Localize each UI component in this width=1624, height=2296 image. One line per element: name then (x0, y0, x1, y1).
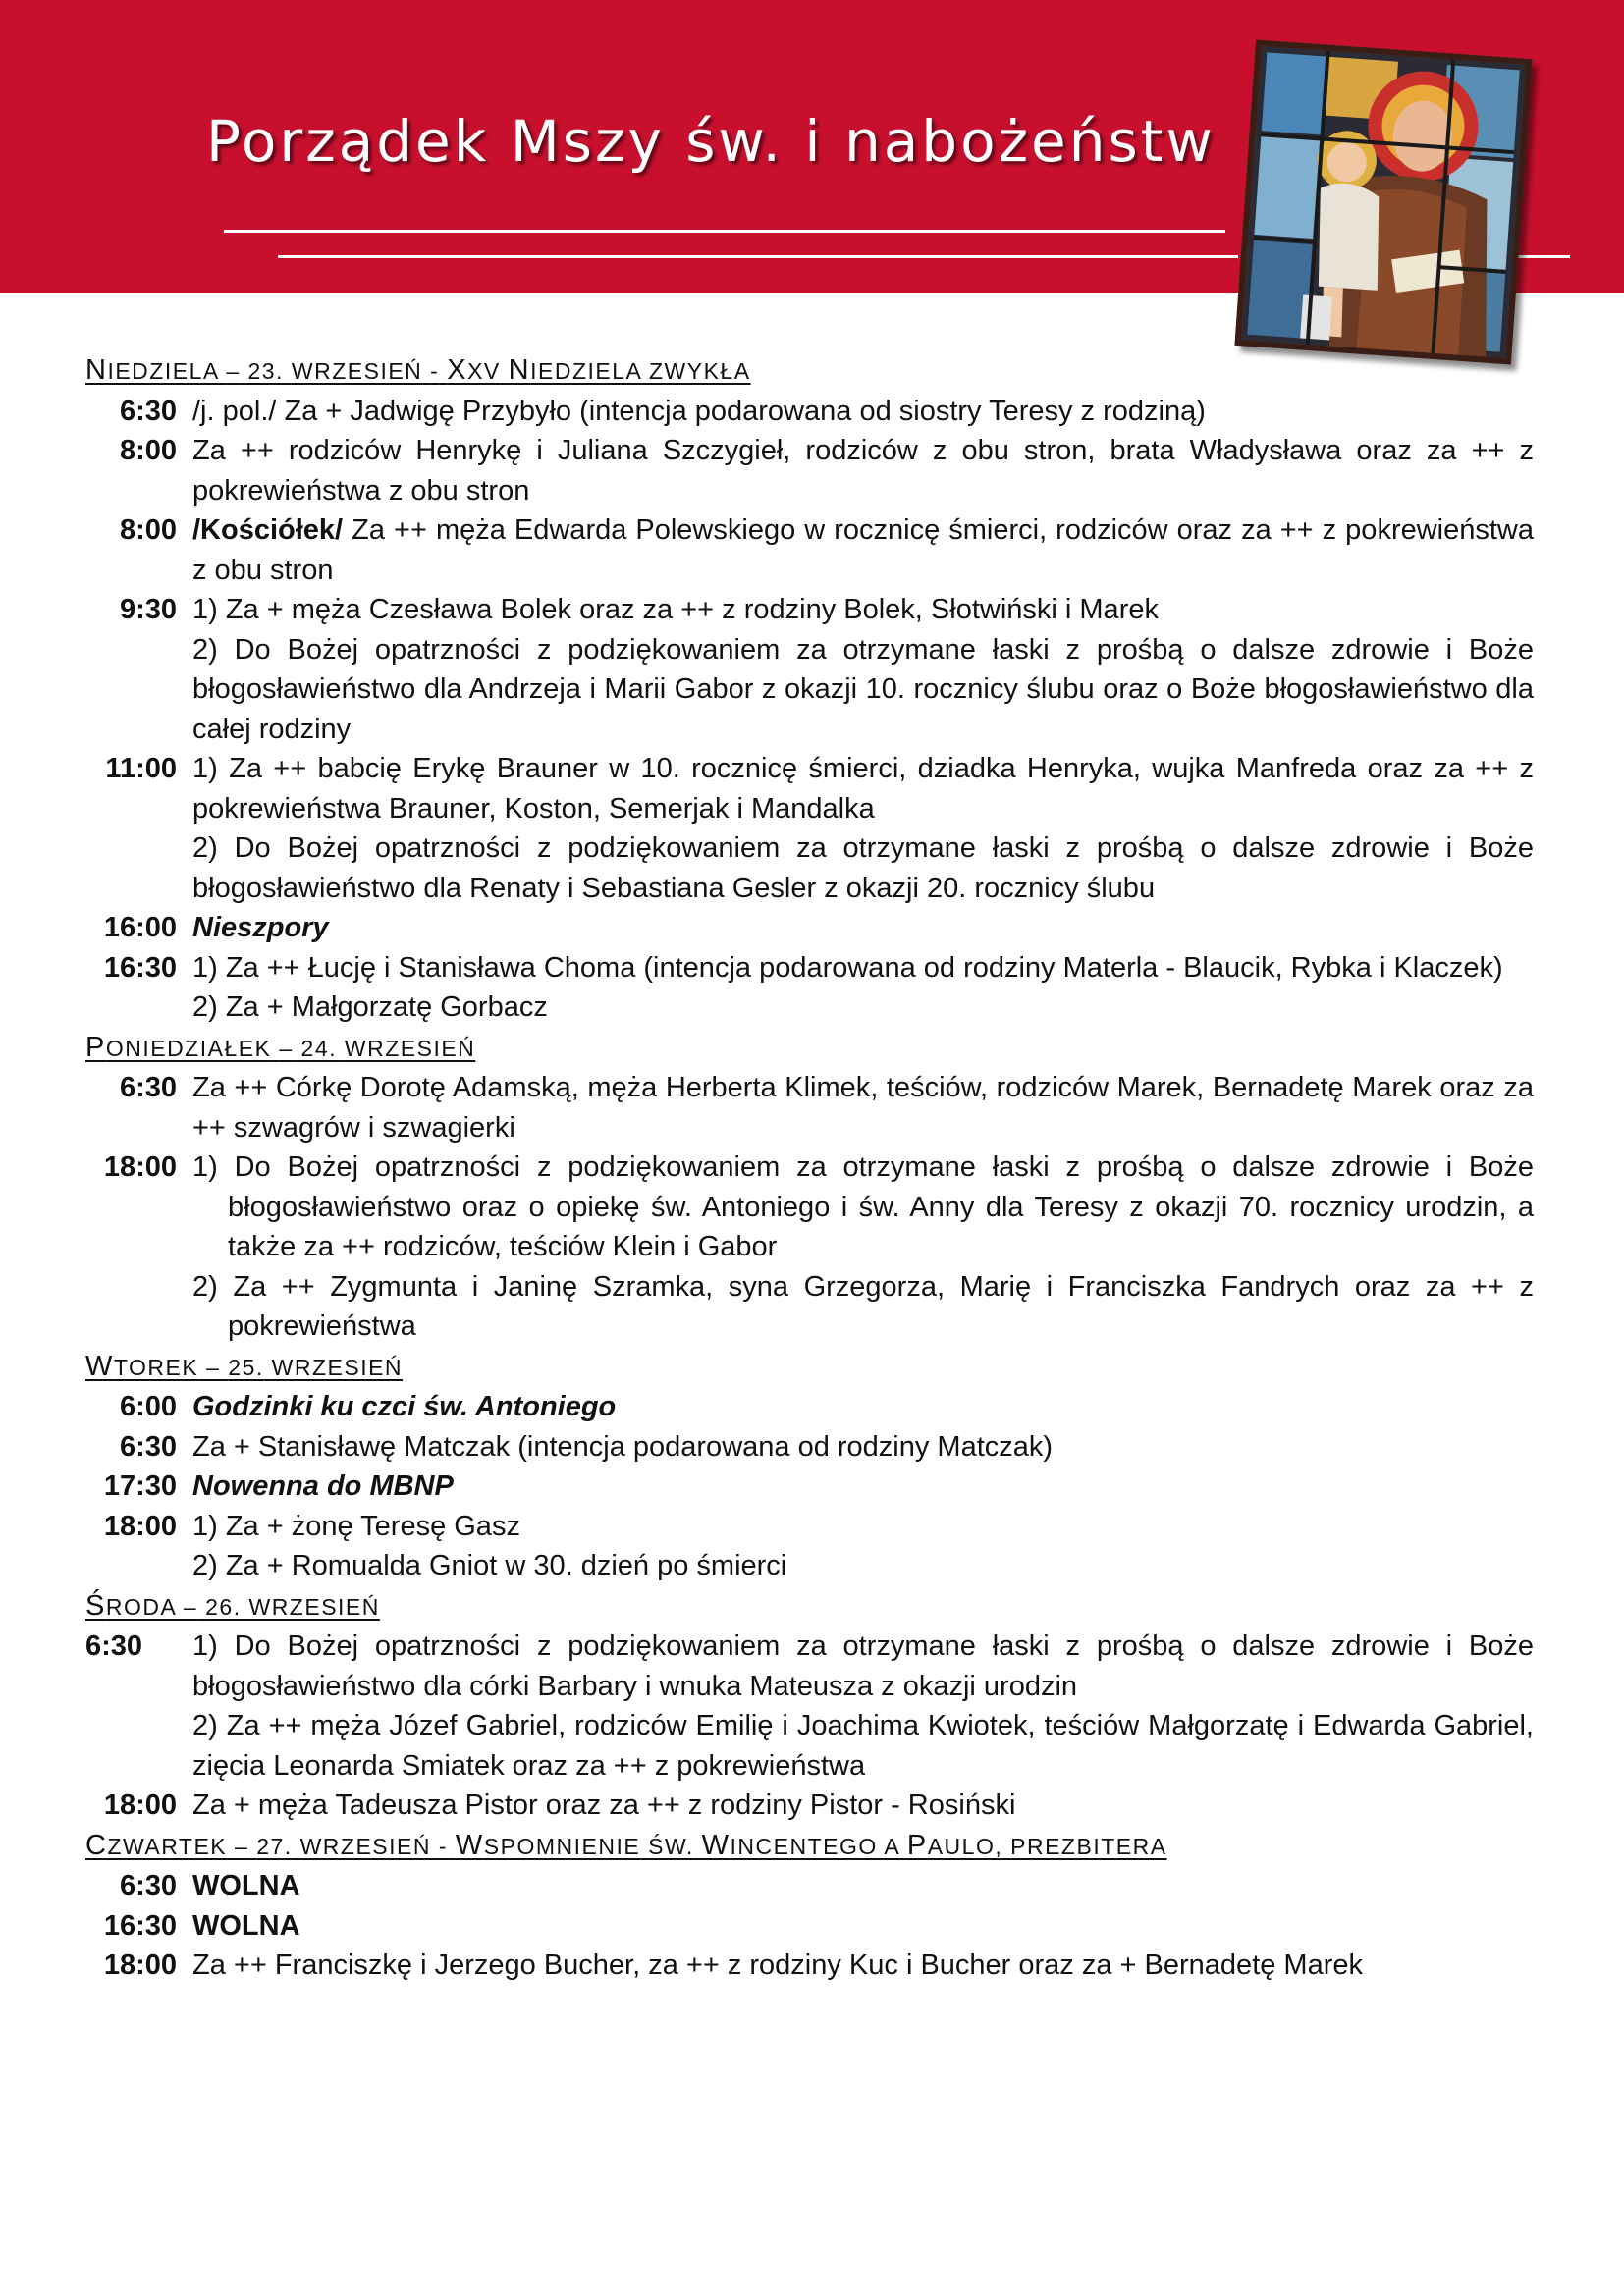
intention-item: 1) Do Bożej opatrzności z podziękowaniem za otrzymane łaski z prośbą o dalsze zdrowie i Boże błogosławieństwo oraz o opiekę św. Antoniego i św. Anny dla Teresy z okazji 70. rocznicy urodzin, a także za ++ rodziców, teściów Klein i Gabor (192, 1151, 1534, 1262)
mass-entry (85, 1627, 1534, 1786)
mass-time: 16:30 (103, 951, 177, 984)
mass-time: 18:00 (103, 1949, 177, 1981)
mass-entry (85, 1427, 1534, 1468)
mass-time: 18:00 (103, 1510, 177, 1542)
mass-status: WOLNA (192, 1870, 300, 1901)
mass-intention (177, 1148, 1534, 1347)
mass-entry (85, 1148, 1534, 1347)
intention-item: 1) Za ++ babcię Erykę Brauner w 10. rocznicę śmierci, dziadka Henryka, wujka Manfreda oraz za ++ z pokrewieństwa Brauner, Koston, Semerjak i Mandalka (192, 753, 1534, 825)
location-label: /Kościółek/ (192, 514, 344, 546)
intention-item: 2) Do Bożej opatrzności z podziękowaniem za otrzymane łaski z prośbą o dalsze zdrowie i Boże błogosławieństwo dla Andrzeja i Marii Gabor z okazji 10. rocznicy ślubu oraz o Boże błogosławieństwo dla całej rodziny (192, 633, 1534, 745)
mass-schedule (85, 350, 1534, 1986)
mass-time: 16:00 (103, 912, 177, 943)
mass-intention: Za + Stanisławę Matczak (intencja podarowana od rodziny Matczak) (192, 1430, 1054, 1463)
mass-time: 11:00 (105, 753, 177, 784)
mass-entry (85, 1946, 1534, 1986)
mass-intention: Za ++ Córkę Dorotę Adamską, męża Herberta Klimek, teściów, rodziców Marek, Bernadetę Marek oraz za ++ szwagrów i szwagierki (192, 1072, 1534, 1144)
intention-item: 2) Za ++ męża Józef Gabriel, rodziców Emilię i Joachima Kwiotek, teściów Małgorzatę i Edwarda Gabriel, zięcia Leonarda Smiatek oraz za ++ z pokrewieństwa (192, 1710, 1534, 1782)
intention-item: 1) Za + żonę Teresę Gasz (192, 1510, 520, 1542)
intention-item: 2) Do Bożej opatrzności z podziękowaniem za otrzymane łaski z prośbą o dalsze zdrowie i Boże błogosławieństwo dla Renaty i Sebastiana Gesler z okazji 20. rocznicy ślubu (192, 832, 1534, 904)
page-title: Porządek Mszy św. i nabożeństw (206, 108, 1216, 175)
header-rule (224, 230, 1225, 233)
mass-intention: /Kościółek/ Za ++ męża Edwarda Polewskiego w rocznicę śmierci, rodziców oraz za ++ z pokrewieństwa z obu stron (192, 514, 1534, 586)
intention-item: 1) Za ++ Łucję i Stanisława Choma (intencja podarowana od rodziny Materla - Blaucik, Rybka i Klaczek) (192, 951, 1503, 984)
day-heading: CZWARTEK – 27. WRZESIEŃ - WSPOMNIENIE ŚW. WINCENTEGO A PAULO, PREZBITERA (85, 1829, 1167, 1861)
mass-entry (85, 948, 1534, 1028)
mass-time: 6:30 (119, 395, 177, 427)
mass-entry (85, 392, 1534, 432)
mass-entry (85, 431, 1534, 510)
mass-entry (85, 1387, 1534, 1427)
mass-entry (85, 1866, 1534, 1906)
mass-time: 18:00 (103, 1789, 177, 1821)
mass-intention (177, 1507, 1534, 1586)
intention-item: 2) Za ++ Zygmunta i Janinę Szramka, syna Grzegorza, Marię i Franciszka Fandrych oraz za ++ z pokrewieństwa (192, 1270, 1534, 1342)
mass-intention: Za + męża Tadeusza Pistor oraz za ++ z rodziny Pistor - Rosiński (192, 1789, 1016, 1821)
mass-entry (85, 1507, 1534, 1586)
day-heading: WTOREK – 25. WRZESIEŃ (85, 1350, 404, 1382)
day-heading: ŚRODA – 26. WRZESIEŃ (85, 1589, 380, 1622)
mass-time: 16:30 (103, 1909, 177, 1942)
mass-entry (85, 908, 1534, 948)
mass-time: 6:00 (119, 1391, 177, 1422)
service-name: Nowenna do MBNP (192, 1470, 454, 1502)
mass-time: 9:30 (119, 594, 177, 625)
mass-entry (85, 1467, 1534, 1507)
mass-time: 6:30 (119, 1430, 177, 1463)
mass-time: 6:30 (119, 1072, 177, 1103)
mass-intention: /j. pol./ Za + Jadwigę Przybyło (intencja podarowana od siostry Teresy z rodziną) (192, 395, 1206, 427)
mass-intention (177, 749, 1534, 908)
mass-time: 8:00 (119, 514, 177, 546)
mass-entry (85, 510, 1534, 590)
mass-intention: Za ++ Franciszkę i Jerzego Bucher, za ++ z rodziny Kuc i Bucher oraz za + Bernadetę Marek (192, 1949, 1364, 1981)
intention-item: 1) Za + męża Czesława Bolek oraz za ++ z rodziny Bolek, Słotwiński i Marek (192, 594, 1159, 625)
mass-entry (85, 1068, 1534, 1148)
mass-intention (177, 590, 1534, 749)
mass-time: 18:00 (103, 1151, 177, 1183)
intention-item: 2) Za + Romualda Gniot w 30. dzień po śmierci (192, 1550, 787, 1581)
day-heading: PONIEDZIAŁEK – 24. WRZESIEŃ (85, 1031, 476, 1063)
intention-item: 1) Do Bożej opatrzności z podziękowaniem za otrzymane łaski z prośbą o dalsze zdrowie i Boże błogosławieństwo dla córki Barbary i wnuka Mateusza z okazji urodzin (192, 1630, 1534, 1702)
stained-glass-illustration (1241, 46, 1526, 358)
mass-entry (85, 1786, 1534, 1826)
mass-entry (85, 749, 1534, 908)
mass-intention (177, 1627, 1534, 1786)
mass-intention (177, 948, 1534, 1028)
mass-intention: Za ++ rodziców Henrykę i Juliana Szczygieł, rodziców z obu stron, brata Władysława oraz za ++ z pokrewieństwa z obu stron (192, 435, 1534, 507)
mass-entry (85, 590, 1534, 749)
stained-glass-saint-icon (1234, 40, 1532, 365)
service-name: Godzinki ku czci św. Antoniego (192, 1391, 617, 1422)
mass-status: WOLNA (192, 1909, 300, 1942)
mass-time: 17:30 (103, 1470, 177, 1502)
mass-time: 6:30 (119, 1870, 177, 1901)
mass-time: 8:00 (119, 435, 177, 466)
mass-time: 6:30 (85, 1630, 143, 1662)
header-rule (278, 255, 1238, 258)
intention-item: 2) Za + Małgorzatę Gorbacz (192, 991, 548, 1023)
day-heading: NIEDZIELA – 23. WRZESIEŃ - XXV NIEDZIELA ZWYKŁA (85, 354, 751, 386)
mass-entry (85, 1906, 1534, 1947)
service-name: Nieszpory (192, 912, 329, 943)
